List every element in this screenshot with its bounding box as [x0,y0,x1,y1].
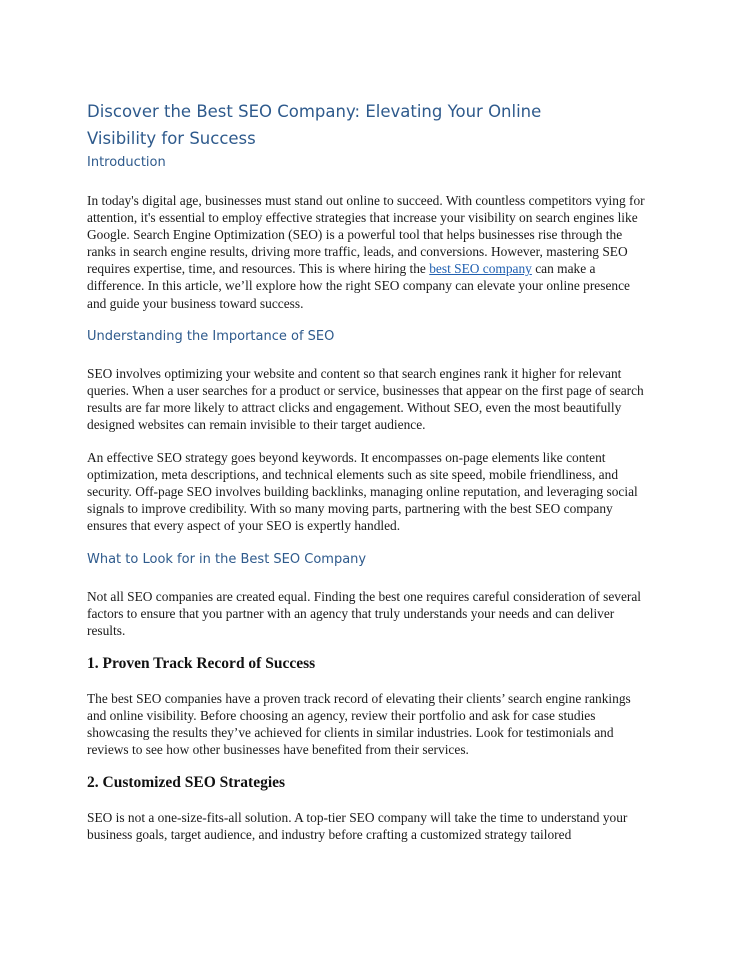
importance-heading: Understanding the Importance of SEO [87,328,335,344]
document-title: Discover the Best SEO Company: Elevating Your Online Visibility for Success [87,102,542,148]
proven-track-record-heading: 1. Proven Track Record of Success [87,654,316,672]
best-seo-company-link[interactable]: best SEO company [429,261,532,277]
introduction-paragraph [87,192,652,312]
what-to-look-for-heading: What to Look for in the Best SEO Company [87,551,367,567]
what-to-look-for-paragraph: Not all SEO companies are created equal. Finding the best one requires careful consideration of several factors to ensure that you partner with an agency that truly understands your needs and can deliver results. [87,588,642,638]
customized-strategies-paragraph: SEO is not a one-size-fits-all solution. A top-tier SEO company will take the time to understand your business goals, target audience, and industry before crafting a customized strategy tailored [87,810,628,843]
introduction-heading: Introduction [87,155,166,170]
intro-text-after-link: can make a difference. In this article, we’ll explore how the right SEO company can elevate your online presence and guide your business toward success. [87,261,630,311]
importance-paragraph-2: An effective SEO strategy goes beyond keywords. It encompasses on-page elements like content optimization, meta descriptions, and technical elements such as site speed, mobile friendliness, and security. Off-page SEO involves building backlinks, managing online reputation, and leveraging social signals to improve credibility. With so many moving parts, partnering with the best SEO company ensures that every aspect of your SEO is expertly handled. [87,450,638,534]
intro-text-before-link: In today's digital age, businesses must stand out online to succeed. With countless competitors vying for attention, it's essential to employ effective strategies that increase your visibility on search engines like Google. Search Engine Optimization (SEO) is a powerful tool that helps businesses rise through the ranks in search engine results, driving more traffic, leads, and conversions. However, mastering SEO requires expertise, time, and resources. This is where hiring the [87,193,645,277]
customized-strategies-heading: 2. Customized SEO Strategies [87,774,286,792]
document-page [87,98,652,843]
importance-paragraph-1: SEO involves optimizing your website and content so that search engines rank it higher for relevant queries. When a user searches for a product or service, businesses that appear on the first page of search results are far more likely to attract clicks and engagement. Without SEO, even the most beautifully designed websites can remain invisible to their target audience. [87,365,644,432]
proven-track-record-paragraph: The best SEO companies have a proven track record of elevating their clients’ search engine rankings and online visibility. Before choosing an agency, review their portfolio and ask for case studies showcasing the results they’ve achieved for clients in similar industries. Look for testimonials and reviews to see how other businesses have benefited from their services. [87,690,631,758]
